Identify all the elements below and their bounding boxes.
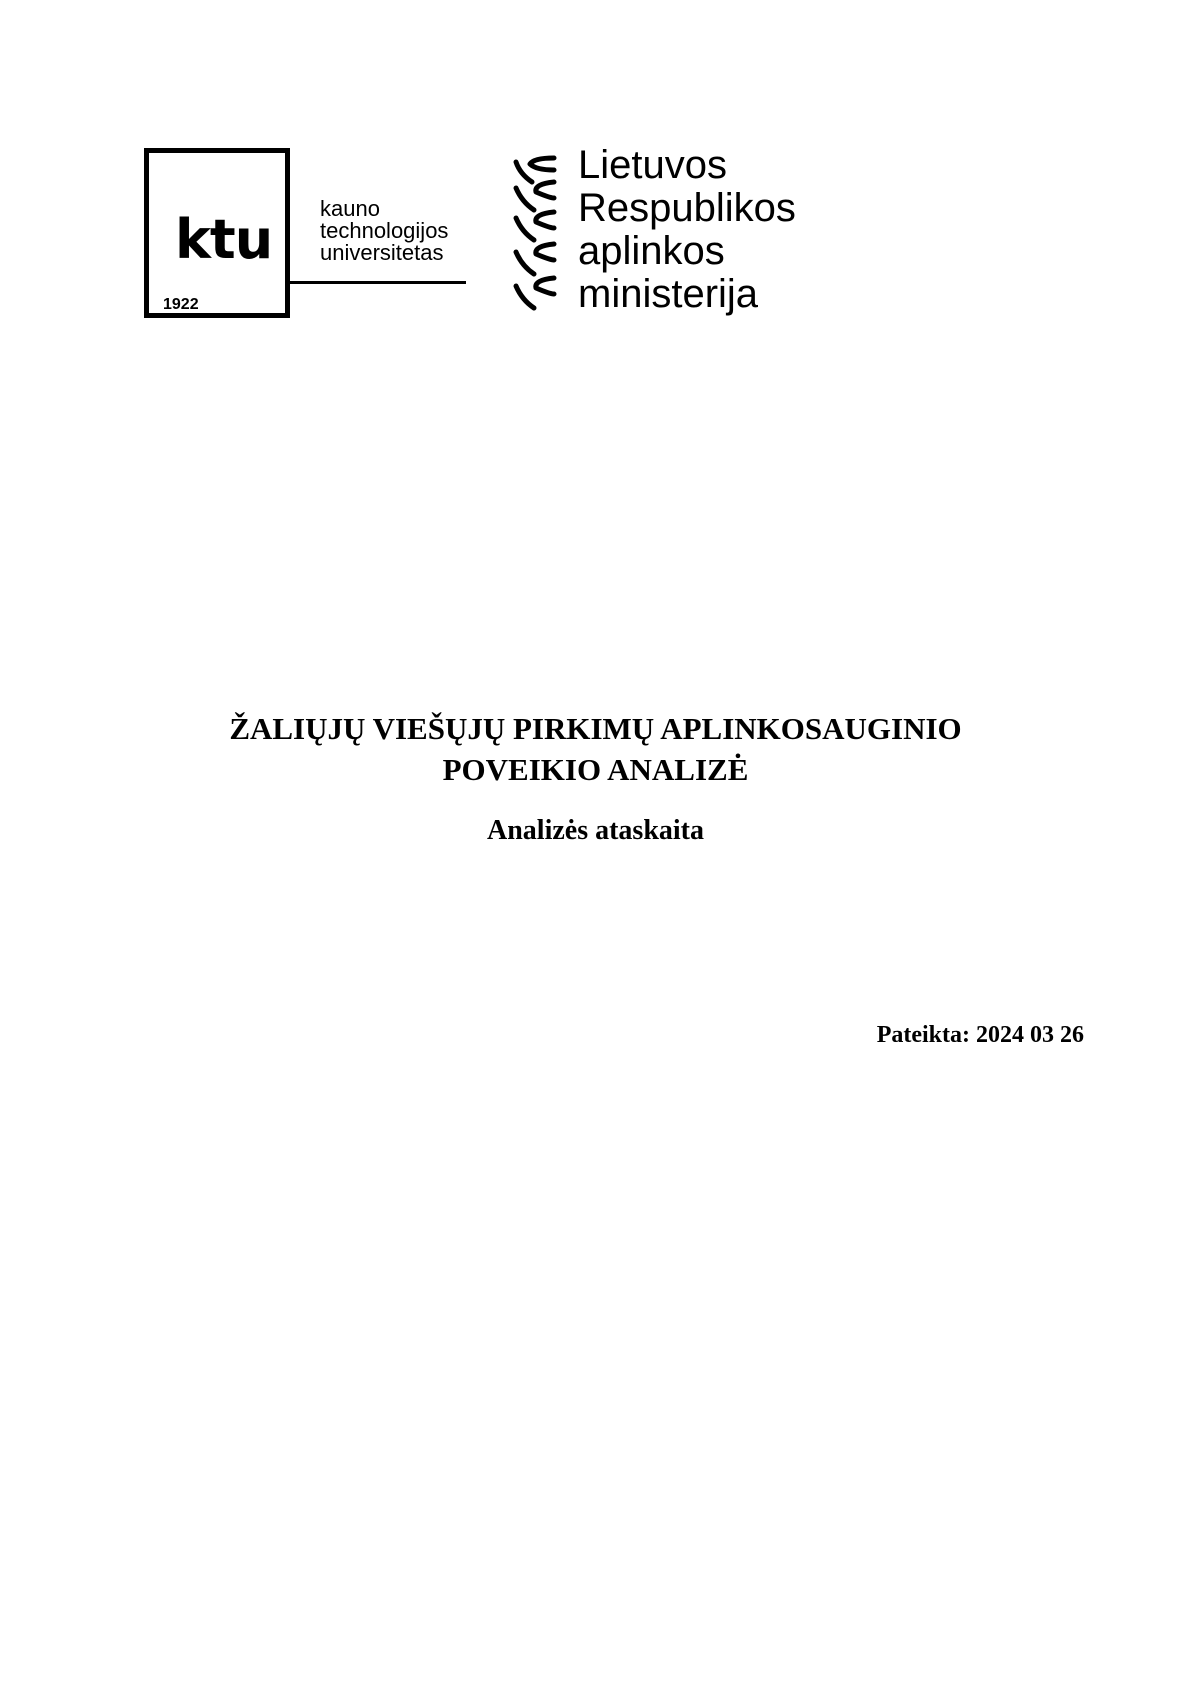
document-title <box>0 708 1191 790</box>
ktu-name-line: universitetas <box>320 240 444 265</box>
ministry-name-line: Lietuvos <box>578 143 727 187</box>
ministry-name-line: aplinkos <box>578 229 725 273</box>
ktu-logo-name <box>320 198 448 264</box>
ktu-name-line: kauno <box>320 196 380 221</box>
document-subtitle: Analizės ataskaita <box>487 815 704 846</box>
ktu-logo-wordmark: ktu <box>175 208 273 271</box>
ktu-logo <box>144 148 474 328</box>
ministry-name-line: ministerija <box>578 272 759 316</box>
document-title-line: ŽALIŲJŲ VIEŠŲJŲ PIRKIMŲ APLINKOSAUGINIO <box>229 711 962 746</box>
ktu-name-line: technologijos <box>320 218 449 243</box>
ministry-logo-name <box>578 144 796 316</box>
submission-date: Pateikta: 2024 03 26 <box>876 1022 1084 1048</box>
ktu-logo-year: 1922 <box>163 296 199 313</box>
document-title-line: POVEIKIO ANALIZĖ <box>442 752 749 787</box>
ktu-logo-frame <box>144 148 290 318</box>
ktu-logo-rule <box>290 281 466 284</box>
ministry-name-line: Respublikos <box>578 186 796 230</box>
ministry-logo <box>510 143 830 318</box>
ministry-wave-emblem-icon <box>510 152 562 314</box>
